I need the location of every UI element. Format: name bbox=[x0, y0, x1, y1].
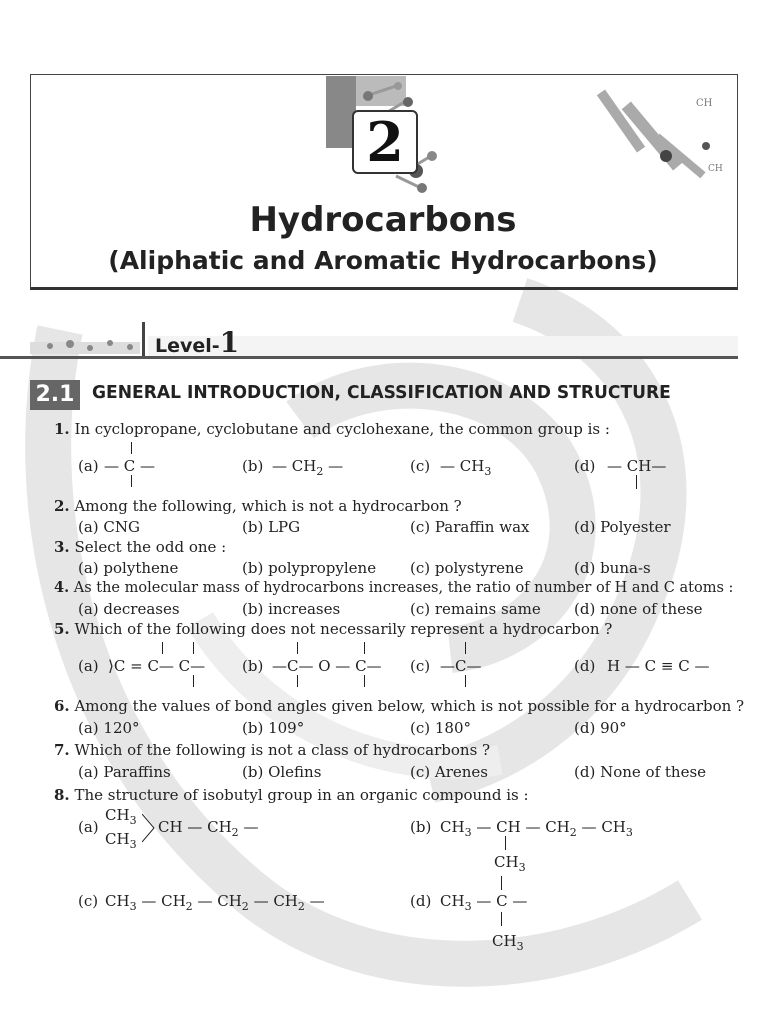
question-8: 8. The structure of isobutyl group in an organic compound is : bbox=[54, 786, 529, 804]
q8a-chain: CH — $CH_2$ — bbox=[158, 818, 259, 839]
q4-option-c: (c) remains same bbox=[410, 600, 541, 618]
bond-line bbox=[297, 642, 298, 654]
question-5: 5. Which of the following does not necessarily represent a hydrocarbon ? bbox=[54, 620, 613, 638]
section-number: 2.1 bbox=[30, 380, 80, 410]
q7-option-b: (b) Olefins bbox=[242, 763, 322, 781]
bond-line bbox=[465, 642, 466, 654]
bond-line bbox=[131, 475, 132, 487]
q8-option-c: (c) bbox=[78, 892, 99, 910]
svg-text:CH: CH bbox=[708, 164, 723, 174]
q5-option-a: (a) bbox=[78, 657, 99, 675]
question-2: 2. Among the following, which is not a hydrocarbon ? bbox=[54, 497, 462, 515]
bond-line bbox=[501, 912, 502, 926]
q5-formula-c: —C— bbox=[440, 657, 482, 675]
q2-option-d: (d) Polyester bbox=[574, 518, 671, 536]
question-1: 1. In cyclopropane, cyclobutane and cyclohexane, the common group is : bbox=[54, 420, 610, 438]
chapter-number: 2 bbox=[352, 110, 418, 174]
chapter-title: Hydrocarbons bbox=[249, 200, 517, 240]
bond-line bbox=[636, 475, 637, 489]
q3-option-c: (c) polystyrene bbox=[410, 559, 524, 577]
q1-option-b: (b) bbox=[242, 457, 264, 475]
q1-option-c: (c) bbox=[410, 457, 431, 475]
question-4: 4. As the molecular mass of hydrocarbons increases, the ratio of number of H and C atoms : bbox=[54, 579, 734, 596]
bond-line bbox=[501, 876, 502, 890]
q8b-formula: $CH_3$ — CH — $CH_2$ — $CH_3$ bbox=[440, 818, 633, 839]
question-3: 3. Select the odd one : bbox=[54, 538, 227, 556]
level-divider bbox=[0, 356, 738, 359]
q3-option-a: (a) polythene bbox=[78, 559, 179, 577]
q2-option-c: (c) Paraffin wax bbox=[410, 518, 530, 536]
q5-formula-d: H — C ≡ C — bbox=[607, 657, 710, 675]
bond-line bbox=[505, 836, 506, 850]
q7-option-a: (a) Paraffins bbox=[78, 763, 171, 781]
bond-line bbox=[364, 675, 365, 687]
q8-option-b: (b) bbox=[410, 818, 432, 836]
q8a-methyl-top: $CH_3$ bbox=[105, 806, 137, 827]
bond-line bbox=[465, 675, 466, 687]
lab-equipment-illustration bbox=[596, 76, 736, 188]
bond-line bbox=[131, 442, 132, 454]
q8-option-d: (d) bbox=[410, 892, 432, 910]
q3-option-d: (d) buna-s bbox=[574, 559, 651, 577]
branch-bracket bbox=[142, 812, 156, 844]
q4-option-b: (b) increases bbox=[242, 600, 341, 618]
q5-formula-b: —C— O — C— bbox=[272, 657, 382, 675]
q8-option-a: (a) bbox=[78, 818, 99, 836]
q2-option-a: (a) CNG bbox=[78, 518, 140, 536]
q6-option-d: (d) 90° bbox=[574, 719, 627, 737]
q5-formula-a: ⟩C = C— C— bbox=[108, 657, 206, 675]
q1-formula-b: — $CH_2$ — bbox=[272, 457, 344, 478]
q8c-formula: $CH_3$ — $CH_2$ — $CH_2$ — $CH_2$ — bbox=[105, 892, 325, 913]
q8d-formula: $CH_3$ — C — bbox=[440, 892, 528, 913]
bond-line bbox=[193, 675, 194, 687]
chapter-subtitle: (Aliphatic and Aromatic Hydrocarbons) bbox=[108, 246, 658, 275]
bond-line bbox=[297, 675, 298, 687]
q4-option-d: (d) none of these bbox=[574, 600, 703, 618]
svg-text:CH: CH bbox=[696, 98, 713, 109]
q8d-methyl: $CH_3$ bbox=[492, 932, 524, 953]
q1-formula-a: — C — bbox=[104, 457, 156, 475]
q1-formula-c: — $CH_3$ bbox=[440, 457, 492, 478]
q6-option-a: (a) 120° bbox=[78, 719, 140, 737]
q8a-methyl-bottom: $CH_3$ bbox=[105, 830, 137, 851]
q5-option-b: (b) bbox=[242, 657, 264, 675]
bond-line bbox=[364, 642, 365, 654]
q1-option-d: (d) bbox=[574, 457, 596, 475]
question-7: 7. Which of the following is not a class of hydrocarbons ? bbox=[54, 741, 491, 759]
q1-formula-d: — CH— bbox=[607, 457, 667, 475]
level-banner-art bbox=[30, 318, 738, 358]
q5-option-d: (d) bbox=[574, 657, 596, 675]
q7-option-d: (d) None of these bbox=[574, 763, 707, 781]
q4-option-a: (a) decreases bbox=[78, 600, 180, 618]
q7-option-c: (c) Arenes bbox=[410, 763, 488, 781]
q3-option-b: (b) polypropylene bbox=[242, 559, 377, 577]
section-title: GENERAL INTRODUCTION, CLASSIFICATION AND STRUCTURE bbox=[92, 382, 671, 403]
bond-line bbox=[162, 642, 163, 654]
q6-option-b: (b) 109° bbox=[242, 719, 305, 737]
q6-option-c: (c) 180° bbox=[410, 719, 472, 737]
level-heading: Level-1 bbox=[155, 326, 240, 359]
q2-option-b: (b) LPG bbox=[242, 518, 301, 536]
q5-option-c: (c) bbox=[410, 657, 431, 675]
q1-option-a: (a) bbox=[78, 457, 99, 475]
bond-line bbox=[193, 642, 194, 654]
q8b-methyl: $CH_3$ bbox=[494, 853, 526, 874]
question-6: 6. Among the values of bond angles given below, which is not possible for a hydrocarbon ? bbox=[54, 697, 745, 715]
